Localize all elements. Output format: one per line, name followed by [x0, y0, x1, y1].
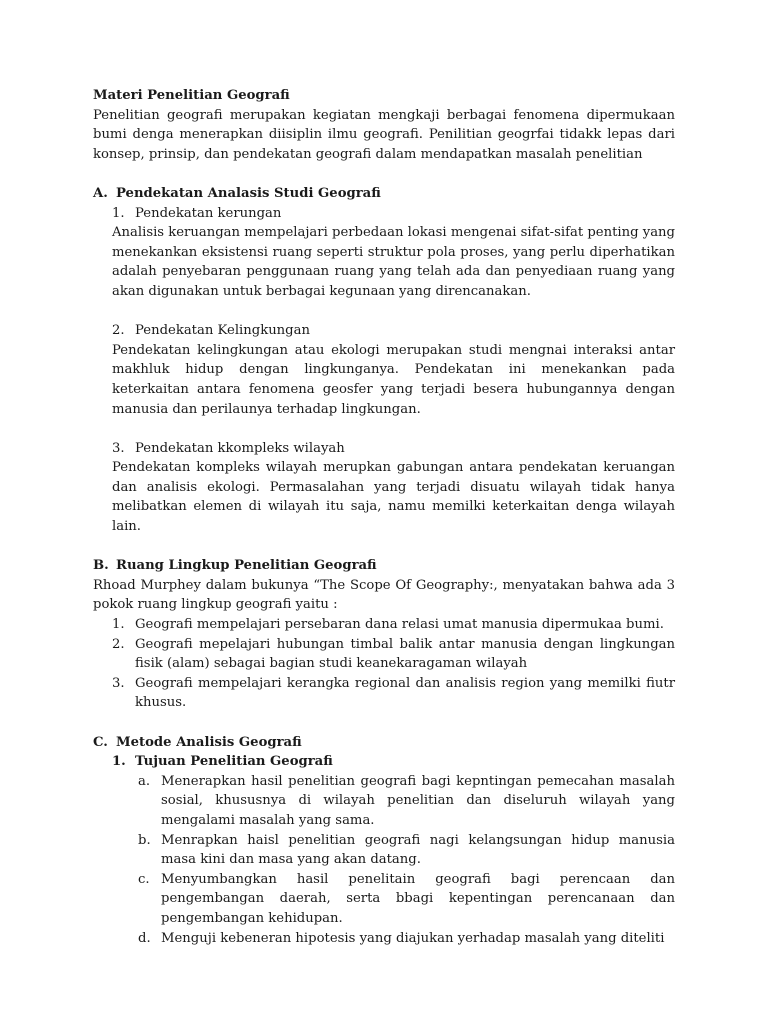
approach-3-title: Pendekatan kkompleks wilayah: [135, 440, 345, 456]
section-a-title: Pendekatan Analasis Studi Geografi: [116, 185, 381, 201]
scope-list: [93, 615, 675, 713]
subsection-marker: 1.: [112, 754, 126, 770]
list-item-text: Geografi mepelajari hubungan timbal balik antar manusia dengan lingkungan fisik (alam) sebagai bagian studi keanekaragaman wilayah: [135, 636, 675, 672]
list-item-text: Geografi mempelajari persebaran dana relasi umat manusia dipermukaa bumi.: [135, 617, 664, 633]
section-c-heading: [93, 733, 675, 753]
approach-3-heading: [93, 439, 675, 459]
subsection-heading: [93, 752, 675, 772]
list-item: [93, 870, 675, 929]
spacer: [93, 302, 675, 322]
spacer: [93, 713, 675, 733]
section-c-title: Metode Analisis Geografi: [116, 734, 302, 750]
list-item-marker: d.: [138, 930, 151, 946]
approach-2-title: Pendekatan Kelingkungan: [135, 323, 310, 339]
approach-2-heading: [93, 321, 675, 341]
list-item: [93, 929, 675, 949]
purpose-list: [93, 772, 675, 948]
list-item-marker: 3.: [112, 675, 125, 691]
list-item: [93, 831, 675, 870]
list-item-marker: c.: [138, 871, 150, 887]
list-item: [93, 615, 675, 635]
subsection-title: Tujuan Penelitian Geografi: [135, 754, 333, 770]
section-c-marker: C.: [93, 734, 108, 750]
section-b-heading: [93, 556, 675, 576]
list-item-marker: 1.: [112, 617, 125, 633]
section-b-title: Ruang Lingkup Penelitian Geografi: [116, 558, 377, 574]
list-item-marker: a.: [138, 773, 151, 789]
approach-2-marker: 2.: [112, 323, 125, 339]
list-item-text: Menyumbangkan hasil penelitain geografi bagi perencaan dan pengembangan daerah, serta bbagi kepentingan perencanaan dan pengembangan kehidupan.: [161, 871, 675, 926]
approach-1-body: Analisis keruangan mempelajari perbedaan lokasi mengenai sifat-sifat penting yang menekankan eksistensi ruang seperti struktur pola proses, yang perlu diperhatikan adalah penyebaran penggunaan ruang yang telah ada dan penyediaan ruang yang akan digunakan untuk berbagai kegunaan yang direncanakan.: [112, 225, 675, 299]
section-a-heading: [93, 184, 675, 204]
approach-1-marker: 1.: [112, 205, 125, 221]
list-item-text: Geografi mempelajari kerangka regional dan analisis region yang memilki fiutr khusus.: [135, 675, 675, 711]
list-item: [93, 772, 675, 831]
approach-3-marker: 3.: [112, 440, 125, 456]
document-title: Materi Penelitian Geografi: [93, 88, 290, 103]
list-item-marker: b.: [138, 832, 151, 848]
list-item: [93, 635, 675, 674]
list-item-marker: 2.: [112, 636, 125, 652]
approach-3-body: Pendekatan kompleks wilayah merupkan gabungan antara pendekatan keruangan dan analisis ekologi. Permasalahan yang terjadi disuatu wilayah tidak hanya melibatkan elemen di wilayah itu saja, namu memilki keterkaitan denga wilayah lain.: [112, 460, 675, 535]
intro-paragraph: Penelitian geografi merupakan kegiatan mengkaji berbagai fenomena dipermukaan bumi denga menerapkan diisiplin ilmu geografi. Penilitian geogrfai tidakk lepas dari konsep, prinsip, dan pendekatan geografi dalam mendapatkan masalah penelitian: [93, 107, 675, 162]
list-item-text: Menguji kebeneran hipotesis yang diajukan yerhadap masalah yang diteliti: [161, 930, 665, 946]
approach-1-heading: [93, 204, 675, 224]
section-b-marker: B.: [93, 558, 109, 574]
spacer: [93, 537, 675, 557]
list-item-text: Menerapkan hasil penelitian geografi bagi kepntingan pemecahan masalah sosial, khususnya di wilayah penelitian dan diseluruh wilayah yang mengalami masalah yang sama.: [161, 773, 675, 828]
list-item: [93, 674, 675, 713]
list-item-text: Menrapkan haisl penelitian geografi nagi kelangsungan hidup manusia masa kini dan masa yang akan datang.: [161, 832, 675, 868]
section-b-intro: Rhoad Murphey dalam bukunya “The Scope Of Geography:, menyatakan bahwa ada 3 pokok ruang lingkup geografi yaitu :: [93, 577, 675, 613]
approach-1-title: Pendekatan kerungan: [135, 205, 282, 221]
section-a-marker: A.: [93, 185, 108, 201]
spacer: [93, 419, 675, 439]
approach-2-body: Pendekatan kelingkungan atau ekologi merupakan studi mengnai interaksi antar makhluk hidup dengan lingkunganya. Pendekatan ini menekankan pada keterkaitan antara fenomena geosfer yang terjadi besera hubungannya dengan manusia dan perilaunya terhadap lingkungan.: [112, 342, 675, 417]
spacer: [93, 164, 675, 184]
